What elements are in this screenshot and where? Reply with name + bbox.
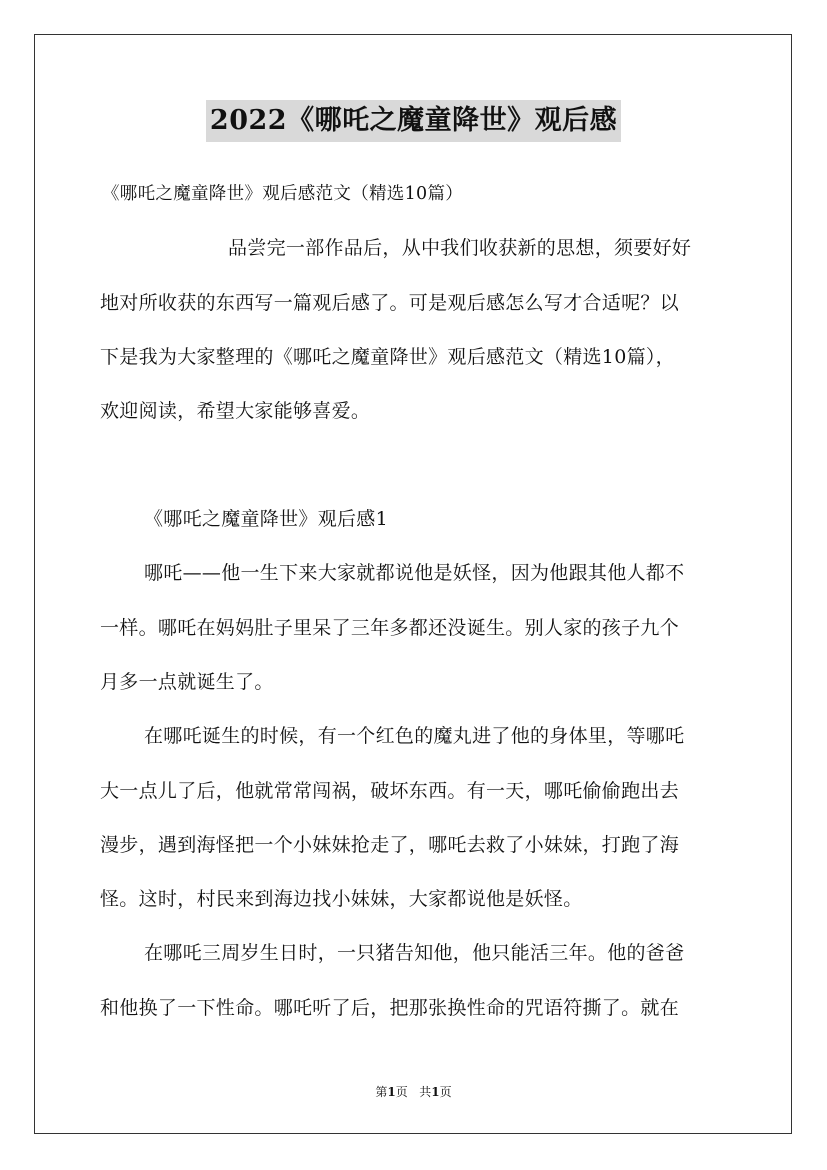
title-container (0, 100, 827, 142)
document-title: 2022《哪吒之魔童降世》观后感 (206, 100, 621, 142)
page-label-suffix: 页 (395, 1085, 408, 1099)
paragraph-line: 一样。哪吒在妈妈肚子里呆了三年多都还没诞生。别人家的孩子九个 (100, 617, 680, 639)
page-footer (0, 1083, 827, 1100)
total-label-suffix: 页 (439, 1085, 452, 1099)
intro-line: 下是我为大家整理的《哪吒之魔童降世》观后感范文（精选10篇）， (100, 346, 675, 368)
paragraph-line: 和他换了一下性命。哪吒听了后，把那张换性命的咒语符撕了。就在 (100, 997, 680, 1019)
total-pages: 1 (431, 1085, 440, 1099)
paragraph-line: 在哪吒诞生的时候，有一个红色的魔丸进了他的身体里，等哪吒 (144, 725, 685, 747)
page-label-prefix: 第 (375, 1085, 388, 1099)
paragraph-line: 怪。这时，村民来到海边找小妹妹，大家都说他是妖怪。 (100, 888, 583, 910)
paragraph-line: 大一点儿了后，他就常常闯祸，破坏东西。有一天，哪吒偷偷跑出去 (100, 780, 680, 802)
intro-line: 欢迎阅读，希望大家能够喜爱。 (100, 400, 371, 422)
intro-line: 地对所收获的东西写一篇观后感了。可是观后感怎么写才合适呢？以 (100, 292, 680, 314)
paragraph-line: 月多一点就诞生了。 (100, 671, 274, 693)
section-heading: 《哪吒之魔童降世》观后感1 (144, 508, 388, 530)
page-number: 1 (387, 1085, 396, 1099)
document-subtitle: 《哪吒之魔童降世》观后感范文（精选10篇） (102, 184, 464, 204)
paragraph-line: 漫步，遇到海怪把一个小妹妹抢走了，哪吒去救了小妹妹，打跑了海 (100, 834, 680, 856)
intro-line: 品尝完一部作品后，从中我们收获新的思想，须要好好 (228, 237, 692, 259)
total-label-prefix: 共 (419, 1085, 432, 1099)
paragraph-line: 在哪吒三周岁生日时，一只猪告知他，他只能活三年。他的爸爸 (144, 942, 685, 964)
paragraph-line: 哪吒——他一生下来大家就都说他是妖怪，因为他跟其他人都不 (144, 562, 685, 584)
